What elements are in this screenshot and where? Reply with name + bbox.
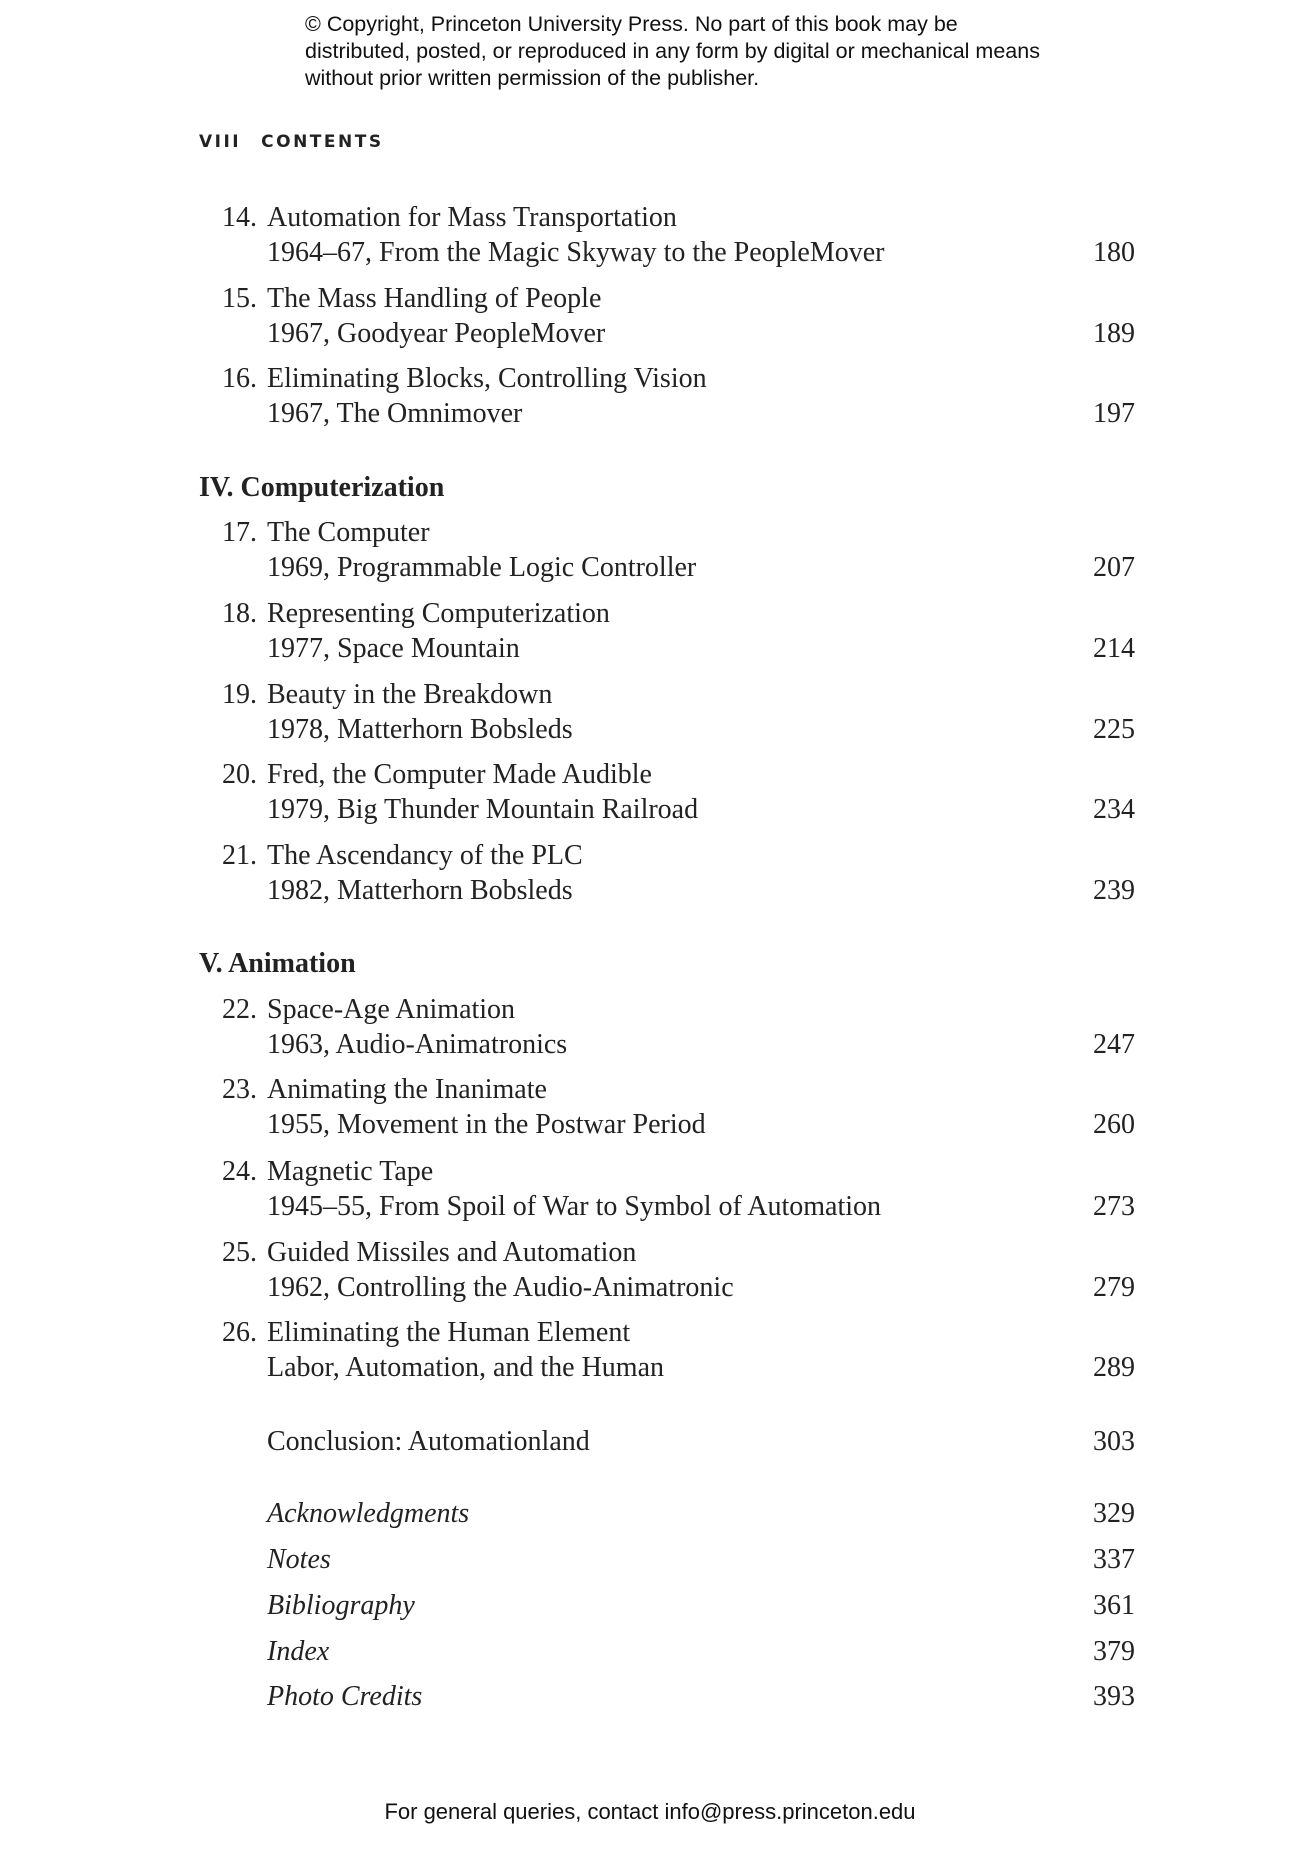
chapter-subtitle: 1978, Matterhorn Bobsleds [267, 714, 573, 745]
chapter-subtitle: 1967, Goodyear PeopleMover [267, 318, 606, 349]
chapter-page: 260 [1093, 1109, 1135, 1140]
chapter-subtitle: 1979, Big Thunder Mountain Railroad [267, 794, 699, 825]
chapter-title[interactable]: Guided Missiles and Automation [267, 1237, 637, 1268]
chapter-number: 23. [222, 1074, 257, 1105]
chapter-number: 21. [222, 840, 257, 871]
chapter-subtitle: Labor, Automation, and the Human [267, 1352, 665, 1383]
running-head-label: CONTENTS [261, 132, 384, 152]
back-matter-title[interactable]: Notes [267, 1544, 331, 1575]
conclusion-page: 303 [1093, 1426, 1135, 1457]
back-matter-title[interactable]: Acknowledgments [267, 1498, 470, 1529]
chapter-subtitle: 1969, Programmable Logic Controller [267, 552, 697, 583]
chapter-number: 18. [222, 598, 257, 629]
footer-contact: For general queries, contact info@press.princeton.edu [384, 1799, 916, 1824]
back-matter-page: 393 [1093, 1681, 1135, 1712]
chapter-page: 239 [1093, 875, 1135, 906]
chapter-subtitle: 1964–67, From the Magic Skyway to the PeopleMover [267, 237, 885, 268]
back-matter-title[interactable]: Photo Credits [267, 1681, 423, 1712]
chapter-subtitle: 1962, Controlling the Audio-Animatronic [267, 1272, 734, 1303]
chapter-title[interactable]: Automation for Mass Transportation [267, 202, 677, 233]
chapter-title[interactable]: Animating the Inanimate [267, 1074, 547, 1105]
chapter-title[interactable]: The Computer [267, 517, 430, 548]
chapter-title[interactable]: Magnetic Tape [267, 1156, 434, 1187]
chapter-subtitle: 1967, The Omnimover [267, 398, 523, 429]
copyright-notice: © Copyright, Princeton University Press. No part of this book may be distributed, posted, or reproduced in any form by digital or mechanical means without prior written permission of the publisher. [305, 12, 1040, 90]
chapter-page: 234 [1093, 794, 1135, 825]
back-matter-page: 361 [1093, 1590, 1135, 1621]
chapter-number: 17. [222, 517, 257, 548]
chapter-page: 180 [1093, 237, 1135, 268]
chapter-subtitle: 1955, Movement in the Postwar Period [267, 1109, 706, 1140]
chapter-number: 15. [222, 283, 257, 314]
chapter-number: 19. [222, 679, 257, 710]
part-heading: IV. Computerization [199, 472, 445, 503]
chapter-title[interactable]: Space-Age Animation [267, 994, 516, 1025]
chapter-page: 247 [1093, 1029, 1135, 1060]
chapter-title[interactable]: Eliminating the Human Element [267, 1317, 631, 1348]
chapter-page: 273 [1093, 1191, 1135, 1222]
chapter-title[interactable]: Eliminating Blocks, Controlling Vision [267, 363, 707, 394]
chapter-number: 22. [222, 994, 257, 1025]
back-matter-page: 337 [1093, 1544, 1135, 1575]
chapter-subtitle: 1945–55, From Spoil of War to Symbol of Automation [267, 1191, 882, 1222]
chapter-number: 14. [222, 202, 257, 233]
back-matter-page: 329 [1093, 1498, 1135, 1529]
chapter-page: 207 [1093, 552, 1135, 583]
chapter-page: 189 [1093, 318, 1135, 349]
back-matter-title[interactable]: Bibliography [267, 1590, 415, 1621]
chapter-number: 24. [222, 1156, 257, 1187]
chapter-number: 26. [222, 1317, 257, 1348]
chapter-title[interactable]: Fred, the Computer Made Audible [267, 759, 652, 790]
chapter-subtitle: 1963, Audio-Animatronics [267, 1029, 568, 1060]
back-matter-page: 379 [1093, 1636, 1135, 1667]
chapter-title[interactable]: The Mass Handling of People [267, 283, 602, 314]
part-heading: V. Animation [199, 948, 356, 979]
chapter-number: 16. [222, 363, 257, 394]
chapter-page: 279 [1093, 1272, 1135, 1303]
chapter-title[interactable]: Beauty in the Breakdown [267, 679, 553, 710]
chapter-number: 25. [222, 1237, 257, 1268]
page-folio: VIII [199, 132, 242, 152]
chapter-page: 197 [1093, 398, 1135, 429]
chapter-subtitle: 1982, Matterhorn Bobsleds [267, 875, 573, 906]
chapter-title[interactable]: The Ascendancy of the PLC [267, 840, 583, 871]
chapter-number: 20. [222, 759, 257, 790]
chapter-title[interactable]: Representing Computerization [267, 598, 610, 629]
chapter-subtitle: 1977, Space Mountain [267, 633, 520, 664]
chapter-page: 289 [1093, 1352, 1135, 1383]
back-matter-title[interactable]: Index [267, 1636, 330, 1667]
chapter-page: 225 [1093, 714, 1135, 745]
chapter-page: 214 [1093, 633, 1135, 664]
conclusion-title[interactable]: Conclusion: Automationland [267, 1426, 590, 1457]
